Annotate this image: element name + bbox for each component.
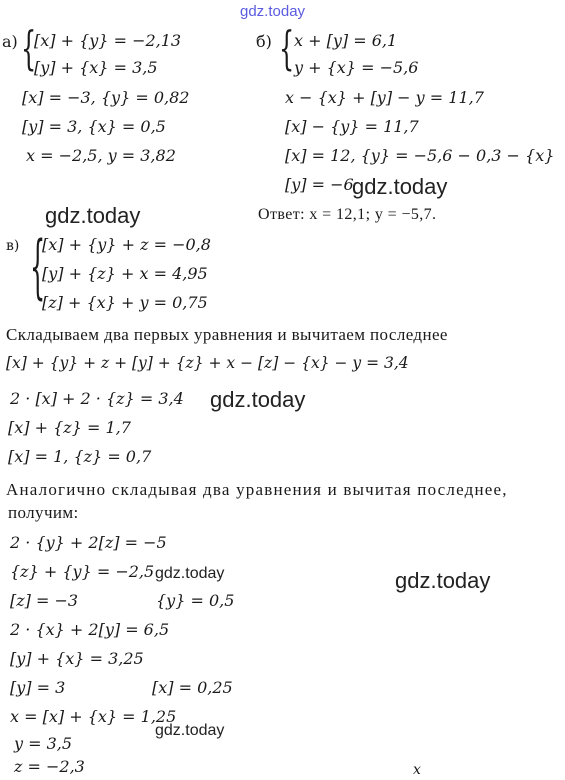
part-b-step3: [x] = 12, {y} = −5,6 − 0,3 − {x}: [285, 146, 555, 165]
part-b-brace: {: [279, 22, 295, 76]
part-v-step13: x = [x] + {x} = 1,25: [10, 707, 177, 726]
part-v-step3: [x] + {z} = 1,7: [8, 418, 131, 437]
part-a-step2: [y] = 3, {x} = 0,5: [22, 117, 166, 136]
watermark-2: gdz.today: [352, 174, 448, 199]
part-v-eq2: [y] + {z} + x = 4,95: [42, 264, 208, 283]
part-v-text3: получим:: [8, 503, 79, 522]
part-b-step4: [y] = −6: [285, 175, 354, 194]
part-b-step1: x − {x} + [y] − y = 11,7: [285, 88, 484, 107]
part-v-step8: {y} = 0,5: [156, 591, 235, 610]
part-v-step6: {z} + {y} = −2,5: [10, 562, 155, 581]
part-v-brace: {: [30, 226, 46, 308]
watermark-4: gdz.today: [210, 387, 306, 412]
part-v-text2: Аналогично складывая два уравнения и вычитая последнее,: [6, 480, 508, 499]
part-v-step5: 2 · {y} + 2[z] = −5: [10, 533, 167, 552]
part-a-eq2: [y] + {x} = 3,5: [34, 58, 158, 77]
part-v-step10: [y] + {x} = 3,25: [10, 649, 144, 668]
stray-x: x: [413, 762, 421, 778]
watermark-5: gdz.today: [395, 568, 491, 593]
part-a-label: а): [2, 32, 18, 51]
part-a-brace: {: [21, 22, 37, 76]
part-v-label: в): [6, 238, 20, 254]
part-v-text1: Складываем два первых уравнения и вычитаем последнее: [6, 325, 448, 344]
part-b-step2: [x] − {y} = 11,7: [285, 117, 419, 136]
part-v-step2: 2 · [x] + 2 · {z} = 3,4: [10, 389, 184, 408]
part-v-eq1: [x] + {y} + z = −0,8: [42, 235, 211, 254]
part-b-eq2: y + {x} = −5,6: [294, 58, 419, 77]
part-v-step4: [x] = 1, {z} = 0,7: [8, 447, 152, 466]
part-b-label: б): [256, 32, 272, 51]
part-a-step3: x = −2,5, y = 3,82: [26, 146, 176, 165]
watermark-3: gdz.today: [45, 203, 141, 228]
part-b-answer: Ответ: x = 12,1; y = −5,7.: [258, 206, 437, 223]
part-v-step9: 2 · {x} + 2[y] = 6,5: [10, 620, 170, 639]
watermark-6: gdz.today: [155, 565, 225, 582]
watermark-top: gdz.today: [240, 3, 306, 20]
part-v-step7: [z] = −3: [10, 591, 79, 610]
part-v-step12: [x] = 0,25: [152, 678, 233, 697]
part-a-eq1: [x] + {y} = −2,13: [34, 31, 182, 50]
part-v-step11: [y] = 3: [10, 678, 66, 697]
part-a-step1: [x] = −3, {y} = 0,82: [22, 88, 190, 107]
watermark-7: gdz.today: [155, 722, 225, 739]
part-v-step14: y = 3,5: [14, 734, 73, 753]
part-v-step1: [x] + {y} + z + [y] + {z} + x − [z] − {x} − y = 3,4: [6, 354, 409, 372]
part-b-eq1: x + [y] = 6,1: [294, 31, 398, 50]
part-v-step15: z = −2,3: [14, 757, 85, 776]
part-v-eq3: [z] + {x} + y = 0,75: [42, 293, 208, 312]
